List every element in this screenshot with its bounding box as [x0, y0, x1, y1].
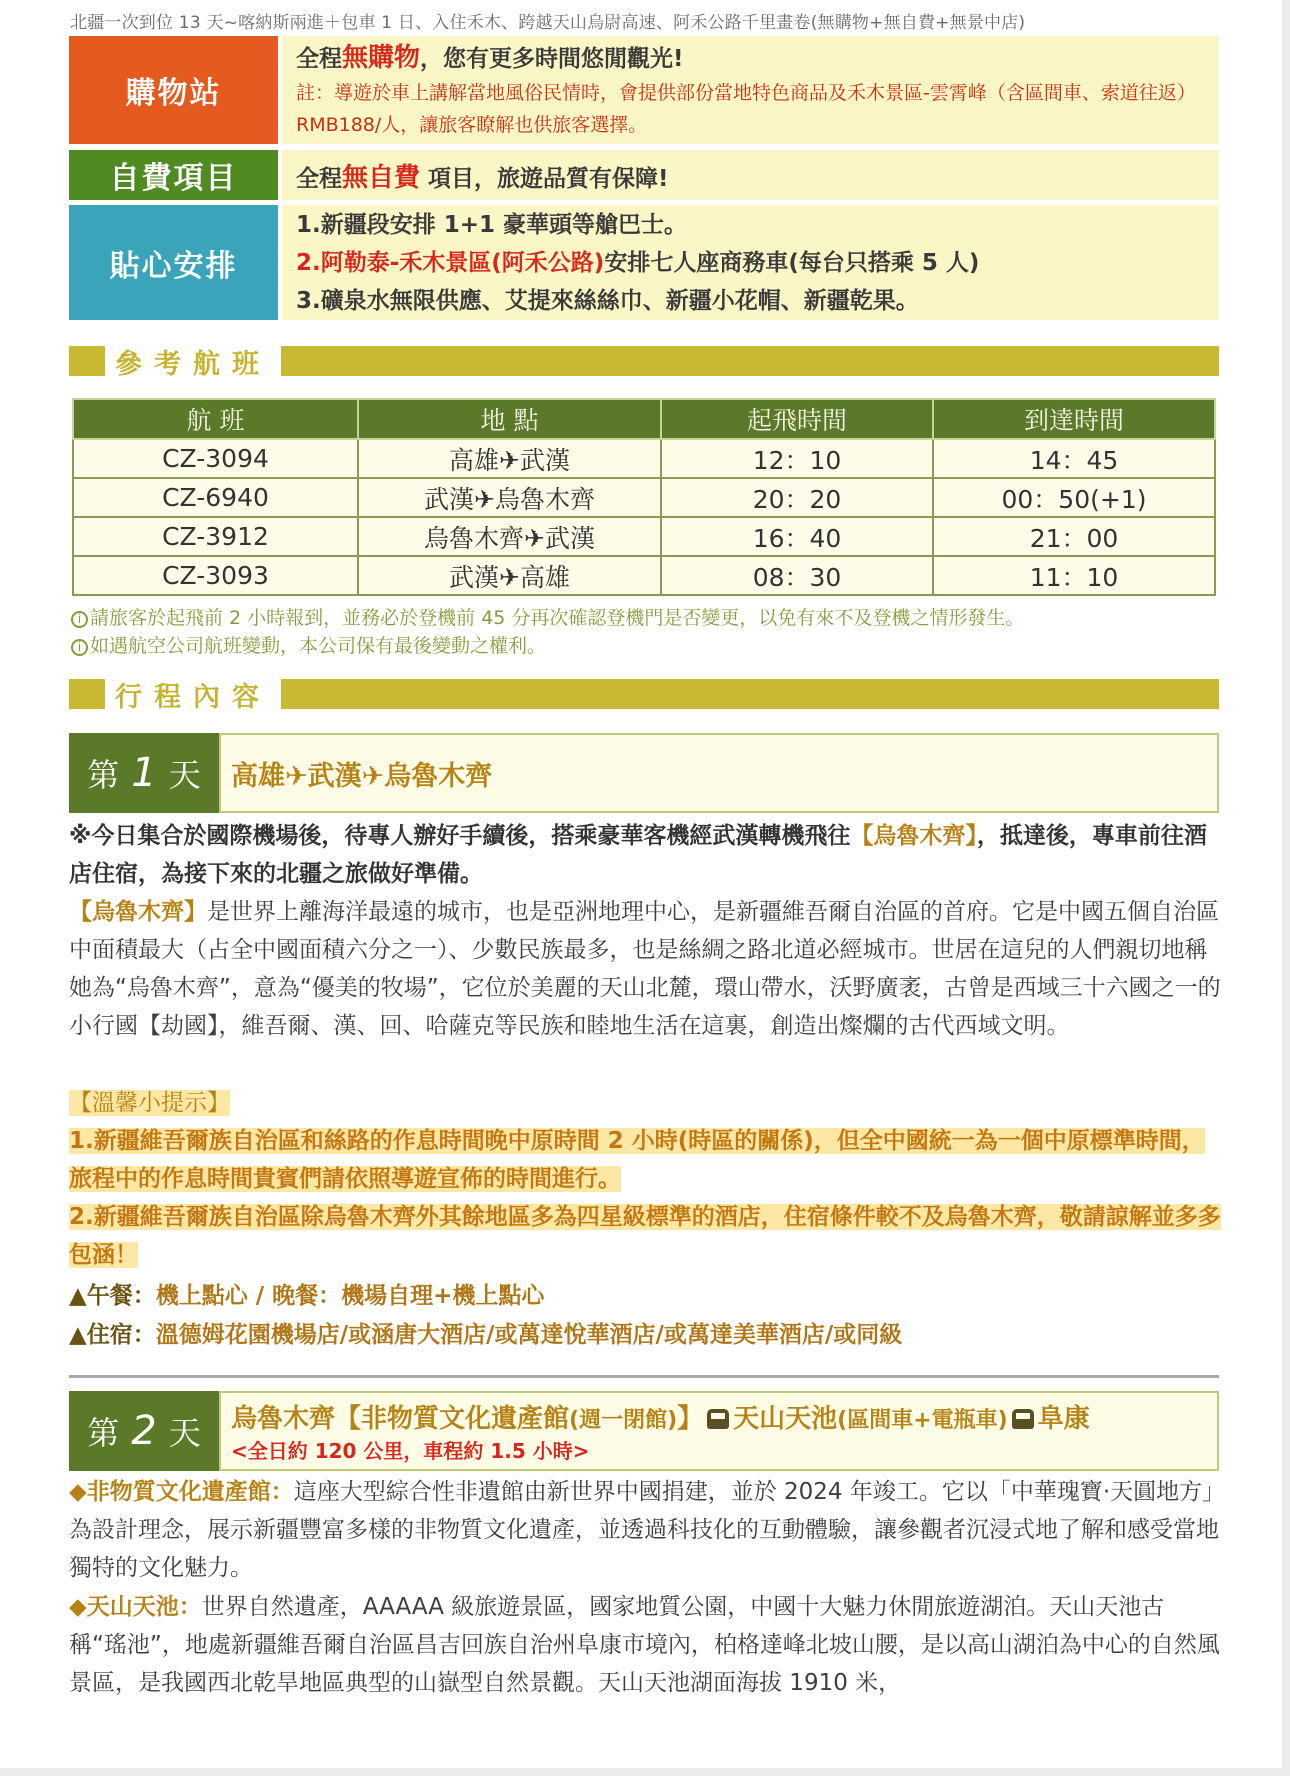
divider — [69, 1375, 1219, 1378]
info-row-care — [69, 205, 1219, 320]
care-item-2: 2.阿勒泰-禾木景區(阿禾公路)安排七人座商務車(每台只搭乘 5 人) — [296, 249, 980, 276]
info-icon: i — [71, 639, 88, 656]
col-route: 地 點 — [358, 399, 661, 439]
selfpay-label: 自費項目 — [69, 150, 278, 200]
care-item-3: 3.礦泉水無限供應、艾提來絲絲巾、新疆小花帽、新疆乾果。 — [296, 287, 919, 314]
day-1-description: 【烏魯木齊】是世界上離海洋最遠的城市，也是亞洲地理中心，是新疆維吾爾自治區的首府。它是中國五個自治區中面積最大（占全中國面積六分之一）、少數民族最多，也是絲綢之路北道必經城市。世居在這兒的人們親切地稱她為“烏魯木齊”，意為“優美的牧場”，它位於美麗的天山北麓，環山帶水，沃野廣袤，古曾是西域三十六國之一的小行國【劫國】，維吾爾、漢、回、哈薩克等民族和睦地生活在這裏，創造出燦爛的古代西域文明。 — [69, 899, 1221, 1039]
info-row-selfpay — [69, 150, 1219, 200]
flight-note-2: i 如遇航空公司航班變動，本公司保有最後變動之權利。 — [71, 631, 546, 658]
day-1-title: 高雄✈武漢✈烏魯木齊 — [231, 760, 493, 792]
care-body — [282, 205, 1219, 320]
shopping-line: 全程無購物，您有更多時間悠閒觀光! — [296, 42, 684, 73]
flight-note-1: i 請旅客於起飛前 2 小時報到，並務必於登機前 45 分再次確認登機門是否變更，以免有來不及登機之情形發生。 — [71, 603, 1024, 630]
care-label: 貼心安排 — [69, 205, 278, 320]
tip-2: 2.新疆維吾爾族自治區除烏魯木齊外其餘地區多為四星級標準的酒店，住宿條件較不及烏魯木齊，敬請諒解並多多包涵！ — [69, 1204, 1221, 1268]
table-row: CZ-3094 高雄✈武漢 12：10 14：45 — [73, 439, 1215, 478]
info-icon: i — [71, 611, 88, 628]
tip-1: 1.新疆維吾爾族自治區和絲路的作息時間晚中原時間 2 小時(時區的關係)，但全中國統一為一個中原標準時間，旅程中的作息時間貴賓們請依照導遊宣佈的時間進行。 — [69, 1128, 1205, 1192]
col-flight: 航 班 — [73, 399, 358, 439]
selfpay-body — [282, 150, 1219, 200]
flights-table — [72, 398, 1216, 596]
shopping-body — [282, 36, 1219, 144]
day-2-distance: <全日約 120 公里，車程約 1.5 小時> — [231, 1439, 590, 1463]
itinerary-section-header — [69, 677, 1219, 711]
selfpay-line: 全程無自費 項目，旅遊品質有保障! — [296, 162, 669, 193]
day-1-meals: ▲午餐：機上點心 / 晚餐：機場自理+機上點心 — [69, 1283, 545, 1309]
tips-label: 【溫馨小提示】 — [69, 1090, 230, 1116]
flights-section-header — [69, 344, 1219, 378]
day-1-intro: ※今日集合於國際機場後，待專人辦好手續後，搭乘豪華客機經武漢轉機飛往【烏魯木齊】，抵達後，專車前往酒店住宿，為接下來的北疆之旅做好準備。 — [69, 823, 1207, 887]
table-row: CZ-3093 武漢✈高雄 08：30 11：10 — [73, 556, 1215, 595]
care-item-1: 1.新疆段安排 1+1 豪華頭等艙巴士。 — [296, 211, 688, 238]
info-row-shopping — [69, 36, 1219, 144]
day-2-header — [69, 1391, 1219, 1471]
flights-header-row — [73, 399, 1215, 439]
day-1-title-box — [219, 733, 1219, 813]
table-row: CZ-3912 烏魯木齊✈武漢 16：40 21：00 — [73, 517, 1215, 556]
shopping-label: 購物站 — [69, 36, 278, 144]
table-row: CZ-6940 武漢✈烏魯木齊 20：20 00：50(+1) — [73, 478, 1215, 517]
day-2-badge: 第 2 天 — [69, 1391, 219, 1471]
day-2-title-box — [219, 1391, 1219, 1471]
col-arrival: 到達時間 — [933, 399, 1215, 439]
col-departure: 起飛時間 — [661, 399, 933, 439]
bus-icon — [1012, 1409, 1034, 1429]
day-2-item-2: ◆天山天池：世界自然遺產，AAAAA 級旅遊景區，國家地質公園，中國十大魅力休閒旅遊湖泊。天山天池古稱“瑤池”，地處新疆維吾爾自治區昌吉回族自治州阜康市境內，柏格達峰北坡山腰，是以高山湖泊為中心的自然風景區，是我國西北乾旱地區典型的山嶽型自然景觀。天山天池湖面海拔 1910 米， — [69, 1594, 1220, 1696]
day-1-tips — [69, 1084, 1221, 1274]
day-1-badge: 第 1 天 — [69, 733, 219, 813]
bus-icon — [707, 1409, 729, 1429]
flights-section-title: 參考航班 — [105, 342, 281, 381]
day-2-title: 烏魯木齊【非物質文化遺產館(週一閉館)】 天山天池(區間車+電瓶車) 阜康 — [231, 1404, 1090, 1434]
itinerary-section-title: 行程內容 — [105, 675, 281, 714]
shopping-note: 註：導遊於車上講解當地風俗民情時，會提供部份當地特色商品及禾木景區-雲霄峰（含區間車、索道往返）RMB188/人，讓旅客瞭解也供旅客選擇。 — [296, 81, 1196, 136]
day-2-item-1: ◆非物質文化遺產館：這座大型綜合性非遺館由新世界中國捐建，並於 2024 年竣工。它以「中華瑰寶·天圓地方」為設計理念，展示新疆豐富多樣的非物質文化遺產，並透過科技化的互動體驗，讓參觀者沉浸式地了解和感受當地獨特的文化魅力。 — [69, 1479, 1219, 1581]
day-1-header — [69, 733, 1219, 813]
tour-subtitle: 北疆一次到位 13 天~喀納斯兩進＋包車 1 日、入住禾木、跨越天山烏尉高速、阿禾公路千里畫卷(無購物+無自費+無景中店) — [70, 13, 1026, 33]
day-1-hotel: ▲住宿：溫德姆花園機場店/或涵唐大酒店/或萬達悅華酒店/或萬達美華酒店/或同級 — [69, 1322, 903, 1348]
